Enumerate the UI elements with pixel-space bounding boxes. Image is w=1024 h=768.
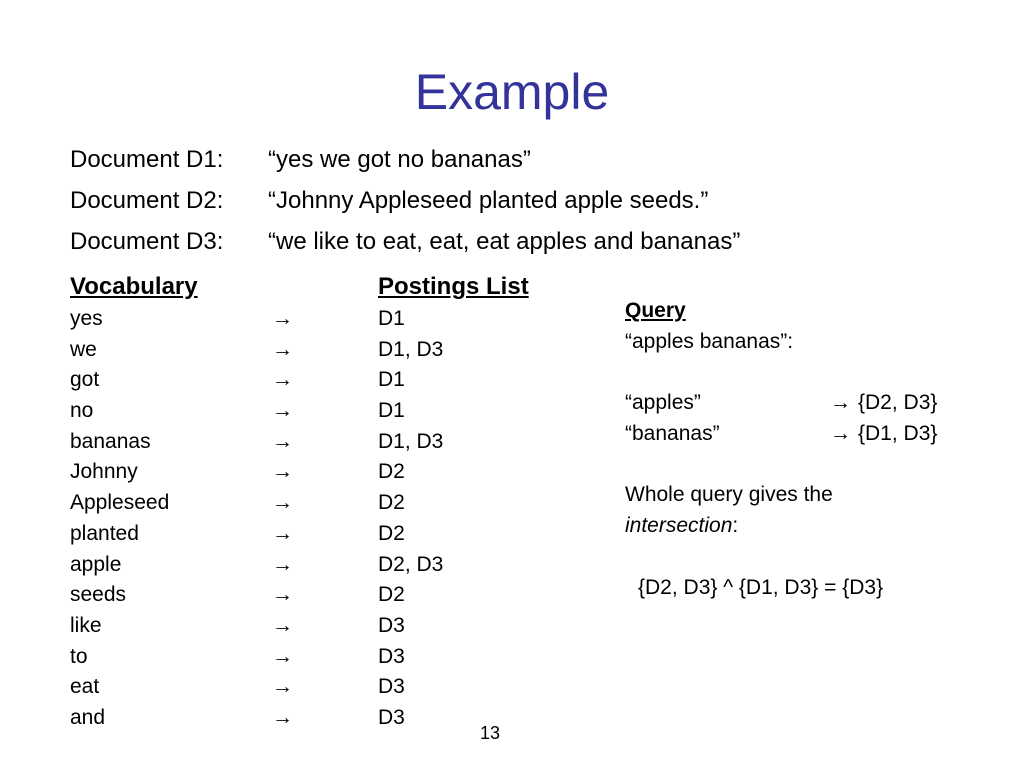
index-row [70,429,490,460]
postings: D1, D3 [378,429,444,453]
arrow-icon: → [272,307,293,330]
index-term: yes [70,307,103,330]
document-text: “Johnny Appleseed planted apple seeds.” [268,187,709,214]
intersection-term: intersection [625,514,733,537]
arrow-icon: → [272,491,293,515]
inverted-index-list [70,306,490,736]
query-term-apples: “apples” [625,391,701,414]
postings: D1 [378,399,405,423]
postings: D3 [378,644,405,668]
index-term: seeds [70,583,127,607]
document-line-d1 [70,146,531,174]
index-term: and [70,705,106,729]
document-label: Document D2: [70,187,224,214]
index-row [70,337,490,368]
postings-list-header: Postings List [378,273,529,300]
postings: D2, D3 [378,552,444,576]
query-explanation-line2 [625,513,738,539]
index-row [70,552,490,583]
query-term-bananas: “bananas” [625,422,720,445]
arrow-icon: → [272,644,293,668]
document-text: “we like to eat, eat, eat apples and bananas” [268,228,741,255]
postings: D2 [378,583,405,607]
document-line-d2 [70,187,708,215]
arrow-icon: → [272,705,293,729]
postings: D1 [378,368,405,392]
document-label: Document D1: [70,146,224,173]
colon: : [732,514,739,537]
index-term: apple [70,552,122,576]
page-number: 13 [480,723,501,743]
arrow-icon: → [272,583,293,607]
index-row [70,490,490,521]
arrow-icon: → [272,337,293,361]
arrow-icon: → [272,613,293,637]
arrow-icon: → [830,391,851,414]
index-term: eat [70,675,100,699]
index-term: we [70,337,97,361]
index-term: no [70,399,94,423]
query-result-bananas: {D1, D3} [858,422,938,445]
index-term: bananas [70,429,151,453]
arrow-icon: → [830,422,851,445]
query-result-apples: {D2, D3} [858,391,938,414]
index-row [70,582,490,613]
index-row [70,398,490,429]
document-label: Document D3: [70,228,224,255]
postings: D2 [378,460,405,484]
postings: D3 [378,675,405,699]
index-row [70,644,490,675]
index-term: Appleseed [70,491,170,515]
index-row [70,674,490,705]
index-term: to [70,644,88,668]
document-line-d3 [70,228,740,256]
slide-title: Example [414,64,610,120]
index-term: got [70,368,100,392]
postings: D2 [378,521,405,545]
index-row [70,521,490,552]
index-term: planted [70,521,139,545]
arrow-icon: → [272,552,293,576]
query-explanation: Whole query gives the [625,483,833,506]
query-result-expression: {D2, D3} ^ {D1, D3} = {D3} [638,576,884,599]
document-text: “yes we got no bananas” [268,146,531,173]
arrow-icon: → [272,460,293,484]
postings: D3 [378,613,405,637]
arrow-icon: → [272,429,293,453]
postings: D2 [378,491,405,515]
index-row [70,459,490,490]
arrow-icon: → [272,368,293,392]
index-row [70,306,490,337]
arrow-icon: → [272,521,293,545]
index-term: like [70,613,102,637]
arrow-icon: → [272,399,293,423]
postings: D3 [378,705,405,729]
index-row [70,705,490,736]
postings: D1 [378,307,405,330]
vocabulary-header: Vocabulary [70,273,198,300]
index-row [70,613,490,644]
query-header: Query [625,299,686,322]
arrow-icon: → [272,675,293,699]
index-term: Johnny [70,460,138,484]
query-text: “apples bananas”: [625,330,794,353]
index-row [70,367,490,398]
postings: D1, D3 [378,337,444,361]
